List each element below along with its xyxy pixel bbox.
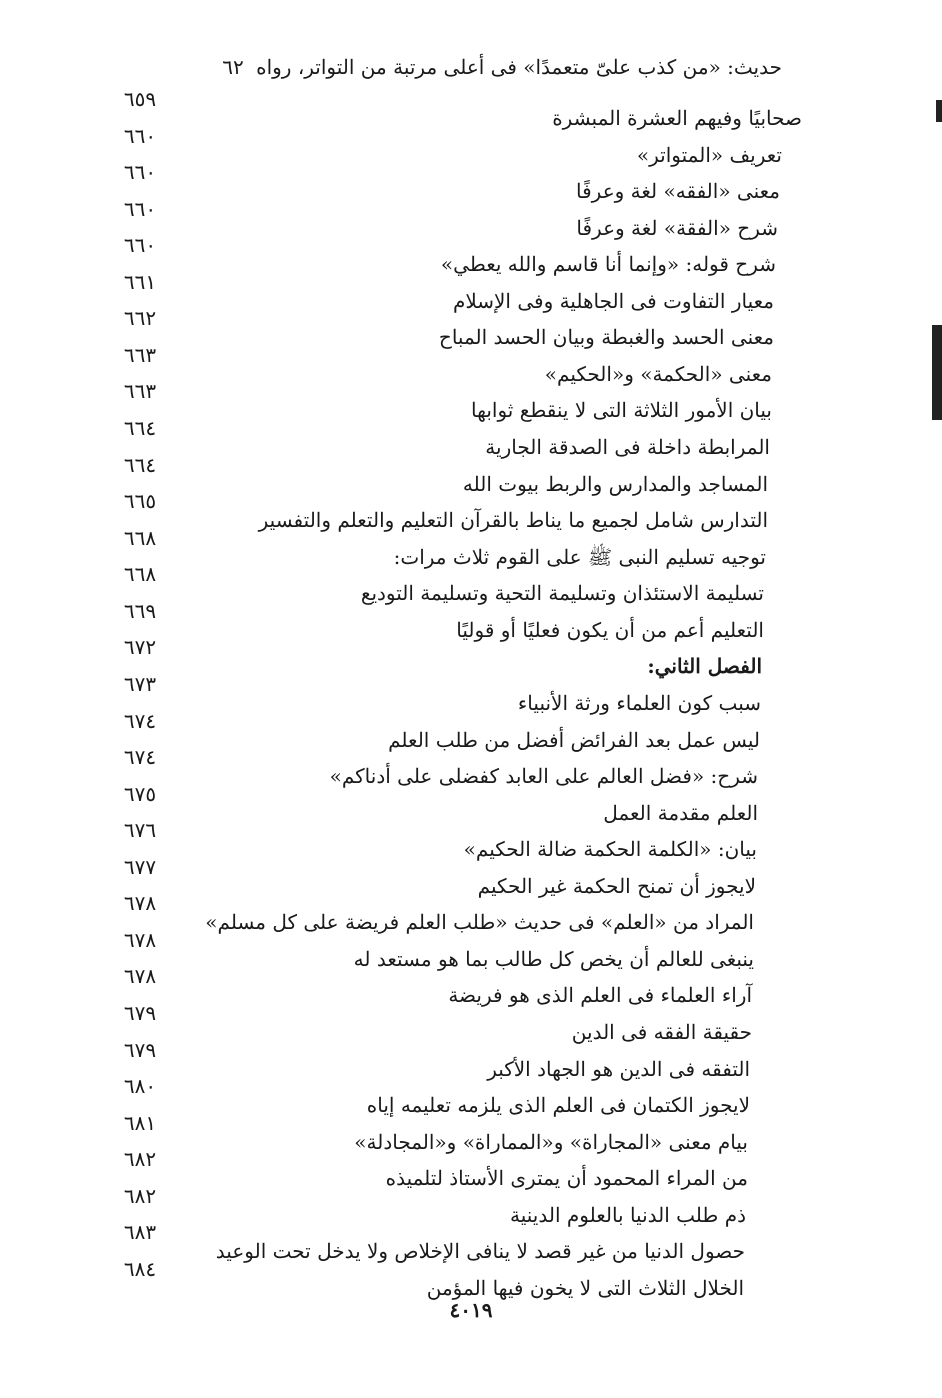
- toc-page-number: ٦٧٩: [123, 1001, 157, 1025]
- toc-entry-text: معنى «الفقه» لغة وعرفًا: [576, 179, 780, 204]
- section-heading: الفصل الثاني:: [647, 654, 762, 679]
- toc-entry-text: الخلال الثلاث التى لا يخون فيها المؤمن: [426, 1275, 744, 1300]
- toc-entry-text: المساجد والمدارس والربط بيوت الله: [462, 471, 768, 496]
- toc-page-number: ٦٨٠: [123, 1074, 157, 1099]
- toc-page-number: ٦٦٥: [123, 489, 157, 514]
- toc-entry-text: حقيقة الفقه فى الدين: [571, 1020, 752, 1044]
- toc-page-number: ٦٨٤: [123, 1256, 157, 1281]
- toc-entry-text: شرح: «فضل العالم على العابد كفضلى على أدناكم»: [329, 764, 758, 789]
- toc-page-number: ٦٦٤: [123, 452, 157, 477]
- toc-entry-text: التدارس شامل لجميع ما يناط بالقرآن التعليم والتعلم والتفسير: [258, 508, 768, 533]
- toc-entry-text: تسليمة الاستئذان وتسليمة التحية وتسليمة التوديع: [360, 581, 764, 606]
- toc-entry-text: المرابطة داخلة فى الصدقة الجارية: [485, 435, 770, 460]
- toc-page-number: ٦٦١: [123, 269, 157, 294]
- toc-entry-text: بيام معنى «المجاراة» و«المماراة» و«المجادلة»: [354, 1129, 748, 1154]
- toc-page-number: ٦٦٣: [123, 379, 157, 404]
- toc-entry-text: شرح قوله: «وإنما أنا قاسم والله يعطي»: [440, 252, 776, 277]
- scan-edge-mark: [932, 325, 942, 420]
- toc-page-number: ٦٨١: [123, 1110, 157, 1135]
- toc-entry-text: المراد من «العلم» فى حديث «طلب العلم فريضة على كل مسلم»: [205, 910, 754, 935]
- toc-page-number: ٦٦٢: [123, 306, 157, 331]
- toc-page-number: ٦٧٥: [123, 781, 157, 806]
- toc-page-number: ٦٧٨: [123, 891, 157, 916]
- toc-page-number: ٦٧٢: [123, 635, 157, 660]
- toc-page-number: ٦٨٢: [123, 1147, 157, 1172]
- toc-page-number: ٦٦٨: [123, 525, 157, 550]
- toc-page-number: ٦٨٣: [123, 1220, 157, 1245]
- toc-page-number: ٦٦٠: [123, 160, 157, 185]
- toc-entry-text: لايجوز الكتمان فى العلم الذى يلزمه تعليمه إياه: [366, 1093, 750, 1118]
- toc-entry-text: التفقه فى الدين هو الجهاد الأكبر: [487, 1056, 750, 1081]
- toc-entry-text: سبب كون العلماء ورثة الأنبياء: [517, 690, 761, 715]
- toc-entry-text: بيان الأمور الثلاثة التى لا ينقطع ثوابها: [471, 398, 772, 423]
- header-entry-text: حديث: «من كذب علىّ متعمدًا» فى أعلى مرتبة من التواتر، رواه: [256, 55, 782, 79]
- toc-page-number: ٦٥٩: [123, 87, 157, 111]
- header-entry-page-ref: ٦٢: [222, 55, 244, 79]
- toc-page-number: ٦٧٤: [123, 745, 157, 770]
- toc-entry-text: صحابيًا وفيهم العشرة المبشرة: [552, 106, 802, 130]
- toc-page-number: ٦٦٠: [123, 196, 157, 221]
- toc-page-number: ٦٦٩: [123, 598, 157, 623]
- header-entry: [162, 52, 782, 82]
- toc-entry-text: ليس عمل بعد الفرائض أفضل من طلب العلم: [388, 727, 760, 752]
- toc-page-number: ٦٦٠: [123, 123, 157, 148]
- toc-entry-text: توجيه تسليم النبى ﷺ على القوم ثلاث مرات:: [393, 544, 766, 569]
- toc-entry-text: آراء العلماء فى العلم الذى هو فريضة: [448, 983, 752, 1008]
- toc-entry-text: العلم مقدمة العمل: [603, 800, 758, 825]
- toc-page-number: ٦٦٤: [123, 416, 157, 441]
- toc-entry-text: تعريف «المتواتر»: [636, 142, 782, 167]
- scan-edge-mark: [936, 100, 942, 122]
- toc-page-number: ٦٧٧: [123, 854, 157, 879]
- toc-page-number: ٦٧٨: [123, 927, 157, 952]
- toc-entry-text: بيان: «الكلمة الحكمة ضالة الحكيم»: [463, 837, 757, 862]
- toc-entry-text: شرح «الفقة» لغة وعرفًا: [576, 215, 778, 240]
- toc-page-number: ٦٦٣: [123, 342, 157, 367]
- toc-entry-text: معنى الحسد والغبطة وبيان الحسد المباح: [438, 325, 774, 350]
- toc-page-number: ٦٧٨: [123, 964, 157, 989]
- toc-entry-text: التعليم أعم من أن يكون فعليًا أو قوليًا: [456, 617, 764, 642]
- toc-entry-text: من المراء المحمود أن يمترى الأستاذ لتلميذه: [385, 1166, 748, 1191]
- toc-entry-text: لايجوز أن تمنح الحكمة غير الحكيم: [477, 873, 756, 898]
- toc-page-number: ٦٨٢: [123, 1183, 157, 1208]
- toc-entry-text: ينبغى للعالم أن يخص كل طالب بما هو مستعد له: [353, 946, 754, 971]
- toc-page-number: ٦٧٦: [123, 818, 157, 843]
- toc-page-number: ٦٧٩: [123, 1037, 157, 1062]
- toc-page-number: ٦٦٨: [123, 562, 157, 587]
- toc-entry-text: حصول الدنيا من غير قصد لا ينافى الإخلاص ولا يدخل تحت الوعيد: [215, 1239, 745, 1264]
- toc-entry-text: ذم طلب الدنيا بالعلوم الدينية: [510, 1202, 746, 1227]
- toc-page-number: ٦٧٣: [123, 671, 157, 696]
- toc-page-number: ٦٧٤: [123, 708, 157, 733]
- page-number: ٤٠١٩: [449, 1298, 493, 1322]
- toc-page-number: ٦٦٠: [123, 233, 157, 258]
- toc-entry-text: معيار التفاوت فى الجاهلية وفى الإسلام: [452, 288, 774, 313]
- toc-entry-text: معنى «الحكمة» و«الحكيم»: [544, 361, 772, 386]
